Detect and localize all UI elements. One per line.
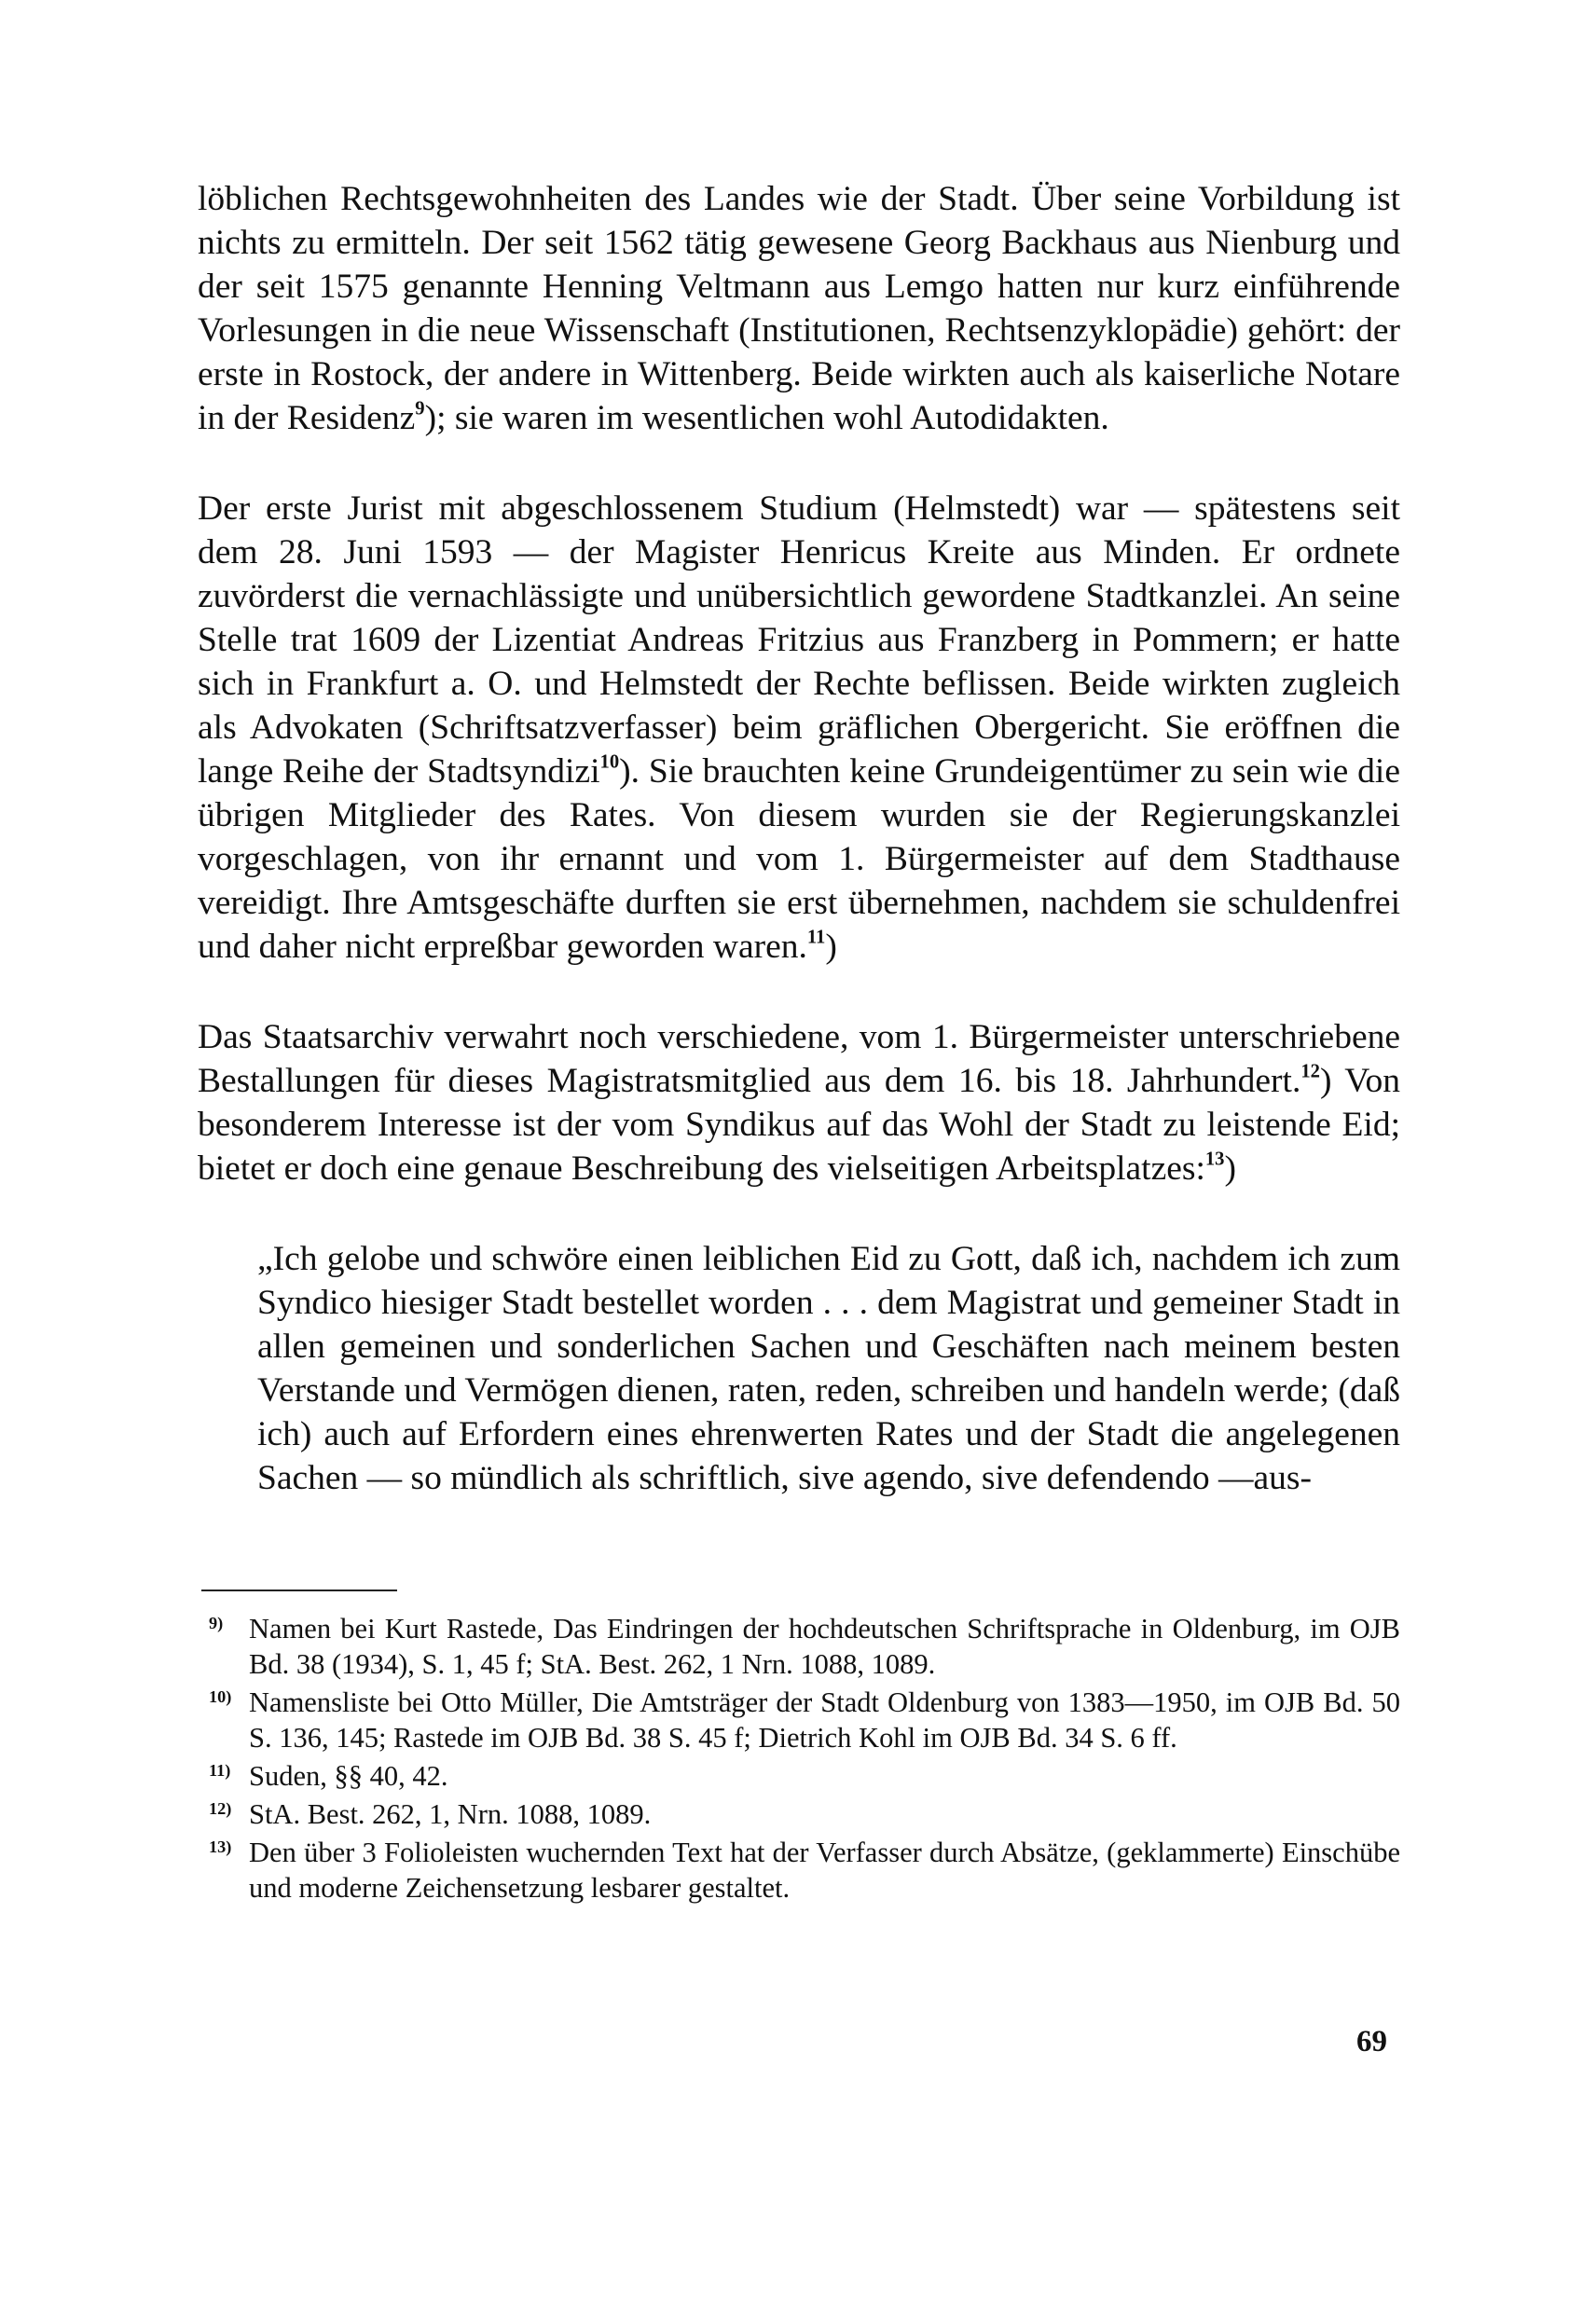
footnote-mark: 13)	[209, 1837, 232, 1856]
footnote-text: Namen bei Kurt Rastede, Das Eindringen der hochdeutschen Schriftsprache in Oldenburg, im OJB Bd. 38 (1934), S. 1, 45 f; StA. Best. 262, 1 Nrn. 1088, 1089.	[249, 1613, 1400, 1680]
footnote-item	[198, 1758, 1400, 1794]
paragraph-1	[198, 177, 1400, 440]
paragraph-text: ) Von besonderem Interesse ist der vom Syndikus auf das Wohl der Stadt zu leistende Eid; bietet er doch eine genaue Beschreibung des vielseitigen Arbeitsplatzes:	[198, 1062, 1400, 1188]
footnotes	[198, 1611, 1400, 1908]
footnote-item	[198, 1796, 1400, 1832]
paragraph-text: Das Staatsarchiv verwahrt noch verschiedene, vom 1. Bürgermeister unterschriebene Bestallungen für dieses Magistratsmitglied aus dem 16. bis 18. Jahrhundert.	[198, 1018, 1400, 1100]
footnote-ref: 10	[599, 751, 620, 773]
footnote-text: Namensliste bei Otto Müller, Die Amtsträger der Stadt Oldenburg von 1383—1950, im OJB Bd. 50 S. 136, 145; Rastede im OJB Bd. 38 S. 45 f; Dietrich Kohl im OJB Bd. 34 S. 6 ff.	[249, 1686, 1400, 1754]
footnote-item	[198, 1835, 1400, 1906]
footnote-text: Den über 3 Folioleisten wuchernden Text hat der Verfasser durch Absätze, (geklammerte) Einschübe und moderne Zeichensetzung lesbarer gestaltet.	[249, 1837, 1400, 1904]
footnote-divider	[201, 1590, 397, 1591]
footnote-item	[198, 1685, 1400, 1755]
paragraph-text: )	[1224, 1149, 1236, 1188]
footnote-ref: 12	[1300, 1061, 1320, 1082]
footnote-mark: 12)	[209, 1799, 232, 1818]
paragraph-text: ). Sie brauchten keine Grundeigentümer zu sein wie die übrigen Mitglieder des Rates. Von diesem wurden sie der Regierungskanzlei vorgeschlagen, von ihr ernannt und vom 1. Bürgermeister auf dem Stadthause vereidigt. Ihre Amtsgeschäfte durften sie erst übernehmen, nachdem sie schuldenfrei und daher nicht erpreßbar geworden waren.	[198, 752, 1400, 966]
block-quote: „Ich gelobe und schwöre einen leiblichen Eid zu Gott, daß ich, nachdem ich zum Syndico hiesiger Stadt bestellet worden . . . dem Magistrat und gemeiner Stadt in allen gemeinen und sonderlichen Sachen und Geschäften nach meinem besten Verstande und Vermögen dienen, raten, reden, schreiben und handeln werde; (daß ich) auch auf Erfordern eines ehrenwerten Rates und der Stadt die angelegenen Sachen — so mündlich als schriftlich, sive agendo, sive defendendo —aus-	[257, 1240, 1400, 1497]
footnote-mark: 11)	[209, 1761, 231, 1780]
footnote-ref: 13	[1204, 1149, 1225, 1170]
footnote-ref: 9	[415, 398, 425, 420]
paragraph-3	[198, 1015, 1400, 1190]
paragraph-text: löblichen Rechtsgewohnheiten des Landes wie der Stadt. Über seine Vorbildung ist nichts zu ermitteln. Der seit 1562 tätig gewesene Georg Backhaus aus Nienburg und der seit 1575 genannte Henning Veltmann aus Lemgo hatten nur kurz einführende Vorlesungen in die neue Wissenschaft (Institutionen, Rechtsenzyklopädie) gehört: der erste in Rostock, der andere in Wittenberg. Beide wirkten auch als kaiserliche Notare in der Residenz	[198, 180, 1400, 437]
page-number: 69	[1356, 2025, 1387, 2058]
paragraph-text: )	[825, 928, 837, 966]
footnote-text: StA. Best. 262, 1, Nrn. 1088, 1089.	[249, 1798, 652, 1830]
footnote-item	[198, 1611, 1400, 1682]
body-text	[198, 177, 1400, 1547]
paragraph-2	[198, 487, 1400, 969]
footnote-mark: 10)	[209, 1687, 232, 1706]
paragraph-text: ); sie waren im wesentlichen wohl Autodidakten.	[424, 399, 1109, 437]
paragraph-text: Der erste Jurist mit abgeschlossenem Studium (Helmstedt) war — spätestens seit dem 28. Juni 1593 — der Magister Henricus Kreite aus Minden. Er ordnete zuvörderst die vernachlässigte und unübersichtlich gewordene Stadtkanzlei. An seine Stelle trat 1609 der Lizentiat Andreas Fritzius aus Franzberg in Pommern; er hatte sich in Frankfurt a. O. und Helmstedt der Rechte beflissen. Beide wirkten zugleich als Advokaten (Schriftsatzverfasser) beim gräflichen Obergericht. Sie eröffnen die lange Reihe der Stadtsyndizi	[198, 489, 1400, 791]
footnote-mark: 9)	[209, 1614, 224, 1632]
footnote-text: Suden, §§ 40, 42.	[249, 1760, 448, 1792]
footnote-ref: 11	[806, 927, 826, 948]
